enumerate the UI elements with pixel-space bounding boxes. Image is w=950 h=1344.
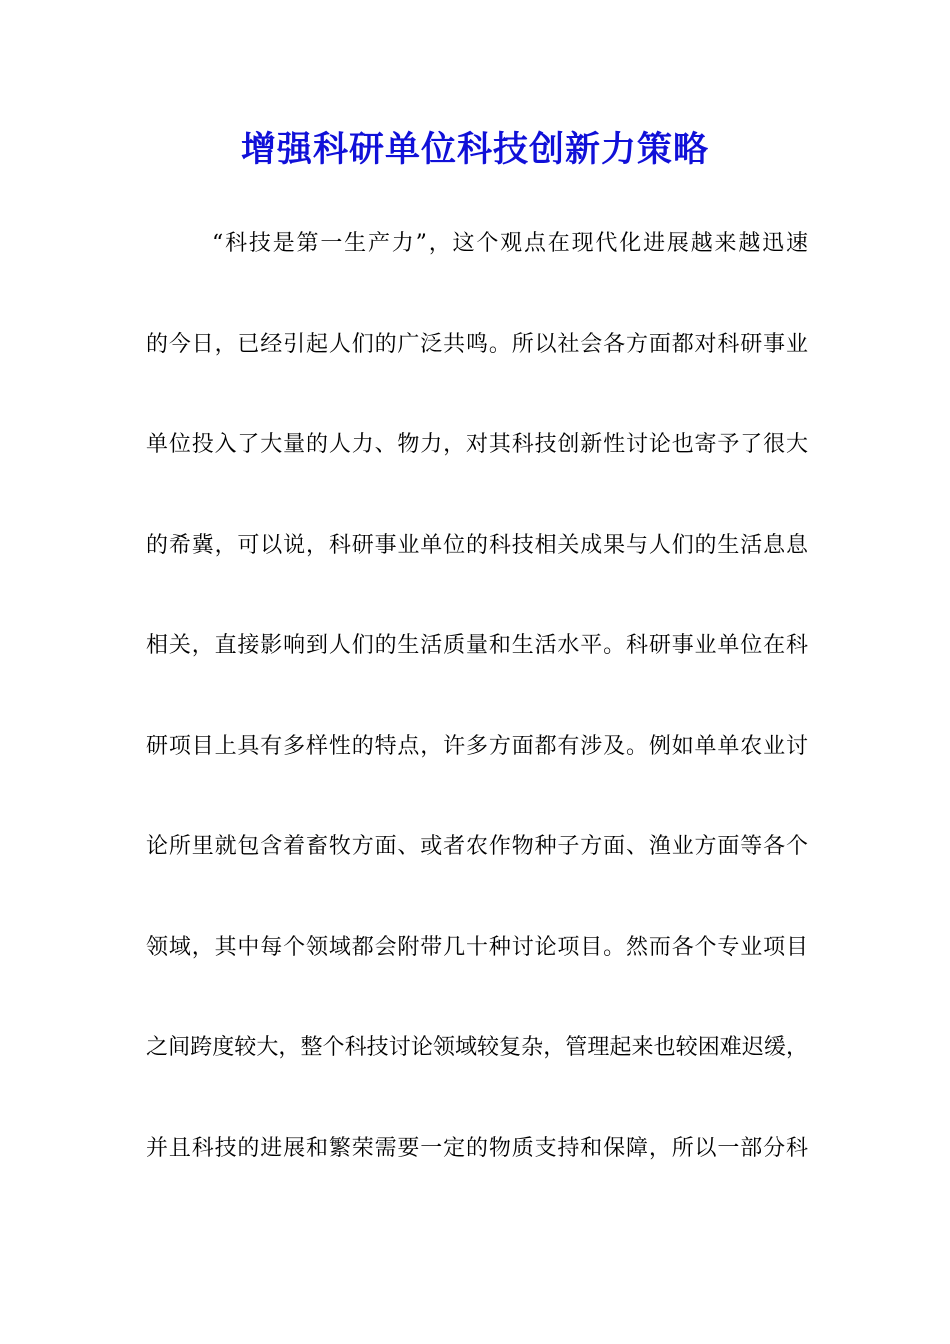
paragraph-line: 的希冀，可以说，科研事业单位的科技相关成果与人们的生活息息 [146, 532, 808, 558]
paragraph-line: 的今日，已经引起人们的广泛共鸣。所以社会各方面都对科研事业 [146, 331, 808, 357]
paragraph-line: 领域，其中每个领域都会附带几十种讨论项目。然而各个专业项目 [146, 934, 808, 960]
paragraph-line: 研项目上具有多样性的特点，许多方面都有涉及。例如单单农业讨 [146, 733, 808, 759]
document-body [146, 218, 808, 1223]
paragraph-line: 并且科技的进展和繁荣需要一定的物质支持和保障，所以一部分科 [146, 1135, 808, 1161]
paragraph-line: 相关，直接影响到人们的生活质量和生活水平。科研事业单位在科 [146, 633, 808, 658]
paragraph-line: 之间跨度较大，整个科技讨论领域较复杂，管理起来也较困难迟缓， [146, 1035, 808, 1060]
paragraph-line: “科技是第一生产力”，这个观点在现代化进展越来越迅速 [212, 231, 808, 256]
paragraph-line: 论所里就包含着畜牧方面、或者农作物种子方面、渔业方面等各个 [146, 834, 808, 859]
paragraph-line: 单位投入了大量的人力、物力，对其科技创新性讨论也寄予了很大 [146, 432, 808, 457]
document-title: 增强科研单位科技创新力策略 [240, 130, 709, 170]
